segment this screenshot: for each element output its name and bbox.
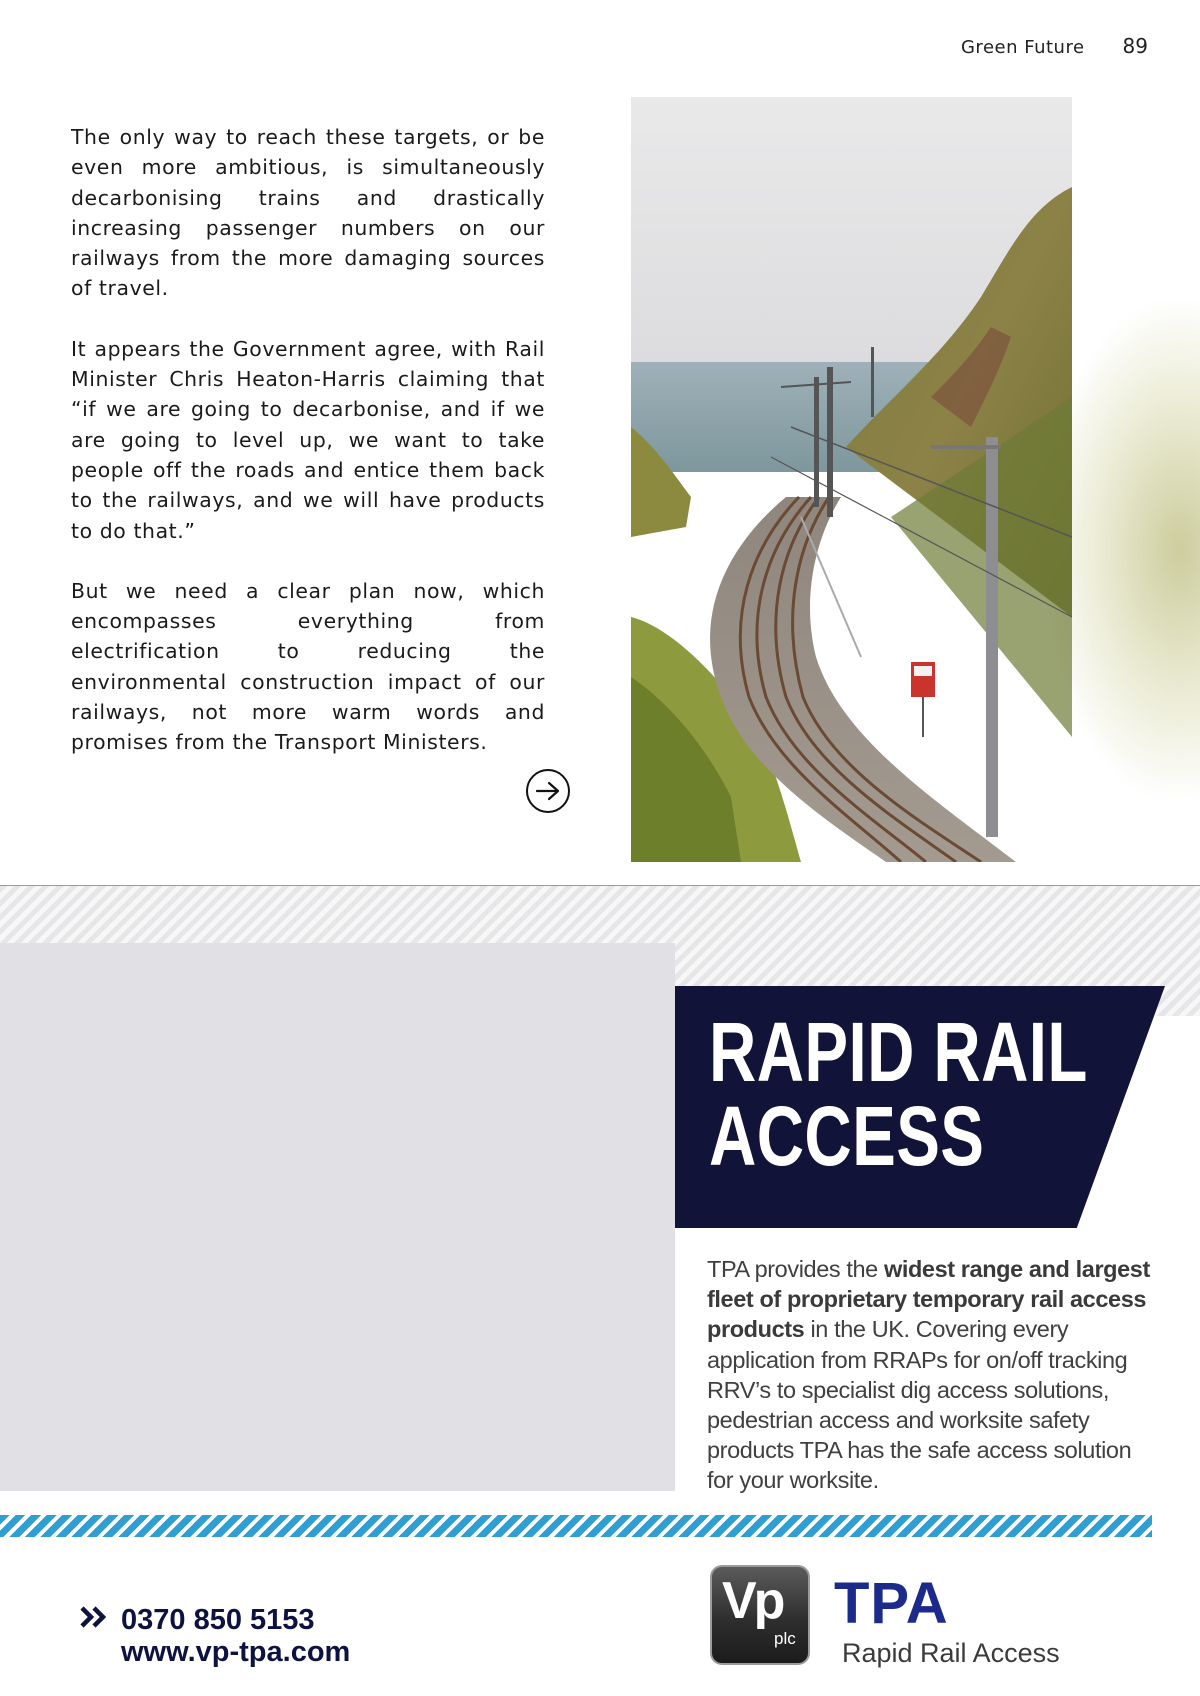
article-paragraph: The only way to reach these targets, or be even more ambitious, is simultaneously decarbonising trains and drastically increasing passenger numbers on our railways from the more damaging sources of travel. xyxy=(71,125,545,301)
ad-phone-number: 0370 850 5153 xyxy=(121,1604,315,1636)
ad-website-link[interactable]: www.vp-tpa.com xyxy=(121,1636,351,1668)
ad-image-panel xyxy=(0,943,675,1491)
ad-headline-line: RAPID RAIL xyxy=(709,1005,1088,1099)
railway-photo xyxy=(631,97,1072,862)
page-number: 89 xyxy=(1122,34,1148,58)
ad-headline xyxy=(709,1005,1088,1183)
logo-vp-text: Vp xyxy=(722,1572,783,1630)
advertisement xyxy=(0,885,1200,1696)
ad-body-part: TPA provides the xyxy=(707,1256,884,1282)
article-body xyxy=(71,122,545,788)
running-header xyxy=(961,34,1148,58)
continue-arrow-button[interactable] xyxy=(526,769,570,813)
article-paragraph: But we need a clear plan now, which encompasses everything from electrification to reducing the environmental construction impact of our railways, not more warm words and promises from the Transport Ministers. xyxy=(71,578,545,755)
arrow-right-circle-icon xyxy=(535,781,561,801)
ad-blue-stripe xyxy=(0,1515,1152,1537)
ad-headline-line: ACCESS xyxy=(709,1089,985,1183)
tpa-brand-name: TPA xyxy=(834,1571,949,1636)
ad-body-highlight: widest range and largest fleet of proprietary temporary rail access products xyxy=(707,1256,1150,1343)
ad-body-part: in the UK. Covering every application from RRAPs for on/off tracking RRV’s to specialist dig access solutions, pedestrian access and worksite safety products TPA has the safe access solution for your worksite. xyxy=(707,1316,1132,1494)
vp-plc-logo xyxy=(710,1565,810,1665)
ad-body-text xyxy=(707,1254,1152,1496)
logo-plc-text: plc xyxy=(774,1629,796,1648)
tpa-tagline: Rapid Rail Access xyxy=(842,1638,1060,1668)
section-title: Green Future xyxy=(960,37,1085,58)
double-chevron-icon xyxy=(80,1606,108,1628)
article-paragraph: It appears the Government agree, with Rail Minister Chris Heaton-Harris claiming that “if we are going to decarbonise, and if we are going to level up, we want to take people off the roads and entice them back to the railways, and we will have products to do that.” xyxy=(71,336,545,543)
